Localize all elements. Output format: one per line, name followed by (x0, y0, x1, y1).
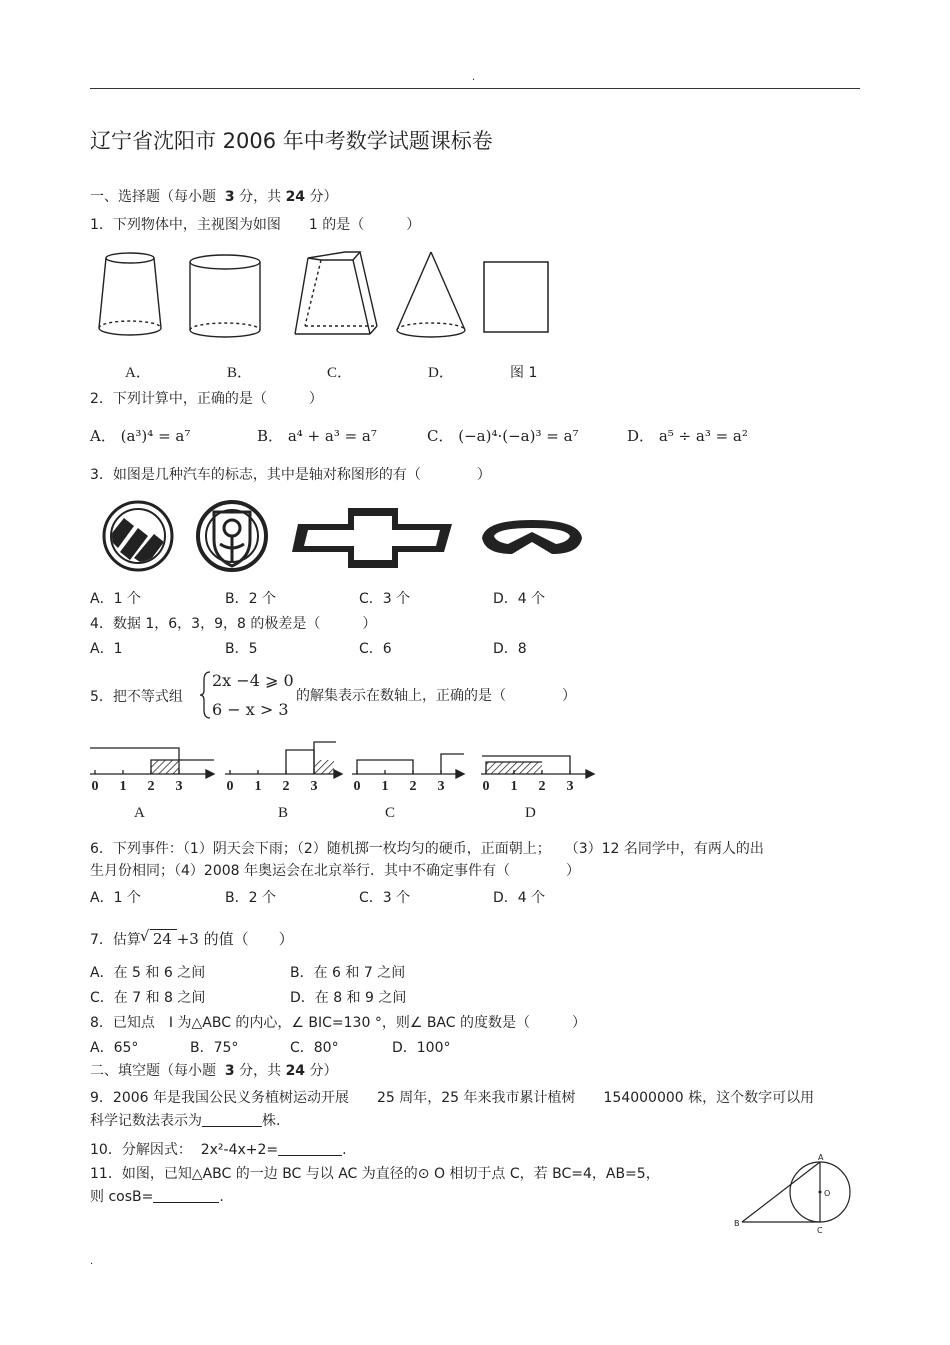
frustum-figure (99, 253, 161, 335)
q8-option-a: A．65° (90, 1040, 139, 1056)
q7-option-b: B．在 6 和 7 之间 (290, 965, 406, 981)
b-tick-2: 2 (282, 779, 290, 794)
q5-stem-suffix: 的解集表示在数轴上，正确的是（ ） (296, 688, 576, 704)
q5-stem-prefix: 5．把不等式组 (90, 689, 183, 705)
square-figure (484, 262, 548, 332)
q1-label-c: C． (327, 365, 353, 381)
q4-stem: 4．数据 1，6，3，9，8 的极差是（ ） (90, 616, 377, 632)
a-tick-1: 1 (119, 779, 127, 794)
d-tick-2: 2 (538, 779, 546, 794)
q7-option-c: C．在 7 和 8 之间 (90, 990, 206, 1006)
q1-label-a: A． (125, 365, 151, 381)
label-o: O (824, 1189, 831, 1198)
page-title: 辽宁省沈阳市 2006 年中考数学试题课标卷 (90, 129, 493, 153)
number-line-d (481, 756, 594, 778)
q4-option-b: B．5 (225, 641, 258, 657)
c-tick-1: 1 (381, 779, 389, 794)
q11-line-1: 11．如图，已知△ABC 的一边 BC 与以 AC 为直径的⊙ O 相切于点 C，若 BC=4，AB=5， (90, 1166, 660, 1182)
a-tick-2: 2 (147, 779, 155, 794)
q3-stem: 3．如图是几种汽车的标志，其中是轴对称图形的有（ ） (90, 467, 491, 483)
q6-option-d: D．4 个 (493, 890, 546, 906)
header-rule (90, 88, 860, 89)
q4-option-a: A．1 (90, 641, 123, 657)
q6-line-1: 6．下列事件：（1）阴天会下雨；（2）随机掷一枚均匀的硬币，正面朝上； （3）12 名同学中，有两人的出 (90, 841, 764, 857)
d-tick-1: 1 (510, 779, 518, 794)
q7-stem: 7．估算 √ 24 +3 的值（ ） (90, 927, 294, 948)
a-tick-3: 3 (175, 779, 183, 794)
q3-option-b: B．2 个 (225, 591, 276, 607)
label-c: C (817, 1226, 823, 1235)
q1-label-b: B． (227, 365, 253, 381)
q10-answer-blank (278, 1141, 342, 1156)
a-tick-0: 0 (91, 779, 99, 794)
q5-number-lines (88, 738, 608, 798)
q3-option-d: D．4 个 (493, 591, 546, 607)
q1-label-fig1: 图 1 (510, 365, 538, 381)
q2-option-b: B． a⁴ + a³ = a⁷ (257, 427, 377, 445)
q9-line-1: 9．2006 年是我国公民义务植树运动开展 25 周年，25 年来我市累计植树 154000000 株，这个数字可以用 (90, 1090, 815, 1106)
footer-dot: . (90, 1256, 94, 1267)
q3-logos (100, 498, 600, 578)
q3-option-c: C．3 个 (359, 591, 411, 607)
c-tick-3: 3 (437, 779, 445, 794)
q5-figure-label-c: C (385, 805, 396, 821)
q5-inequality-2: 6 − x > 3 (212, 700, 289, 719)
q5-figure-label-b: B (278, 805, 289, 821)
q2-stem: 2．下列计算中，正确的是（ ） (90, 391, 323, 407)
q8-option-c: C．80° (290, 1040, 339, 1056)
q6-option-c: C．3 个 (359, 890, 411, 906)
section-2-heading: 二、填空题（每小题 3 分，共 24 分） (90, 1063, 338, 1079)
q11-figure (730, 1150, 860, 1240)
q5-brace (198, 670, 212, 720)
q8-option-d: D．100° (392, 1040, 451, 1056)
number-line-c (352, 754, 464, 778)
number-line-a (90, 748, 214, 778)
header-dot: . (472, 72, 476, 83)
q7-option-a: A．在 5 和 6 之间 (90, 965, 206, 981)
q2-option-d: D． a⁵ ÷ a³ = a² (627, 427, 748, 445)
q6-option-b: B．2 个 (225, 890, 276, 906)
q1-figures (95, 250, 555, 345)
q5-figure-label-d: D (525, 805, 536, 821)
q9-line-2: 科学记数法表示为 株. (90, 1113, 281, 1129)
section-1-heading: 一、选择题（每小题 3 分，共 24 分） (90, 189, 338, 205)
q1-label-d: D． (428, 365, 454, 381)
q8-stem: 8．已知点 I 为△ABC 的内心，∠ BIC=130 °，则∠ BAC 的度数是（ ） (90, 1015, 586, 1031)
q2-option-a: A． (a³)⁴ = a⁷ (90, 427, 191, 445)
q9-answer-blank (202, 1112, 262, 1127)
q6-option-a: A．1 个 (90, 890, 141, 906)
q5-figure-label-a: A (134, 805, 145, 821)
b-tick-1: 1 (254, 779, 262, 794)
d-tick-3: 3 (566, 779, 574, 794)
shield-circle-logo (198, 502, 266, 570)
bowtie-logo (292, 508, 452, 568)
c-tick-0: 0 (353, 779, 361, 794)
sqrt-expression: √ 24 (150, 929, 177, 948)
q2-option-c: C． (−a)⁴·(−a)³ = a⁷ (427, 427, 579, 445)
label-b: B (734, 1219, 740, 1228)
q11-answer-blank (153, 1188, 219, 1203)
label-a: A (818, 1153, 824, 1162)
q4-option-d: D．8 (493, 641, 527, 657)
d-tick-0: 0 (482, 779, 490, 794)
q4-option-c: C．6 (359, 641, 392, 657)
q10-stem: 10．分解因式： 2x²-4x+2= . (90, 1142, 347, 1158)
q6-line-2: 生月份相同；（4）2008 年奥运会在北京举行．其中不确定事件有（ ） (90, 863, 580, 879)
q11-line-2: 则 cosB= . (90, 1189, 224, 1205)
q5-inequality-1: 2x −4 ⩾ 0 (212, 671, 294, 690)
cylinder-figure (190, 255, 260, 337)
q7-option-d: D．在 8 和 9 之间 (290, 990, 407, 1006)
q3-option-a: A．1 个 (90, 591, 141, 607)
number-line-b (225, 742, 342, 778)
prism-frustum-figure (295, 252, 377, 334)
striped-circle-logo (104, 502, 172, 570)
c-tick-2: 2 (409, 779, 417, 794)
b-tick-0: 0 (226, 779, 234, 794)
arc-logo (482, 520, 582, 554)
b-tick-3: 3 (310, 779, 318, 794)
q1-stem: 1．下列物体中，主视图为如图 1 的是（ ） (90, 217, 421, 233)
q8-option-b: B．75° (190, 1040, 239, 1056)
cone-figure (397, 252, 465, 337)
